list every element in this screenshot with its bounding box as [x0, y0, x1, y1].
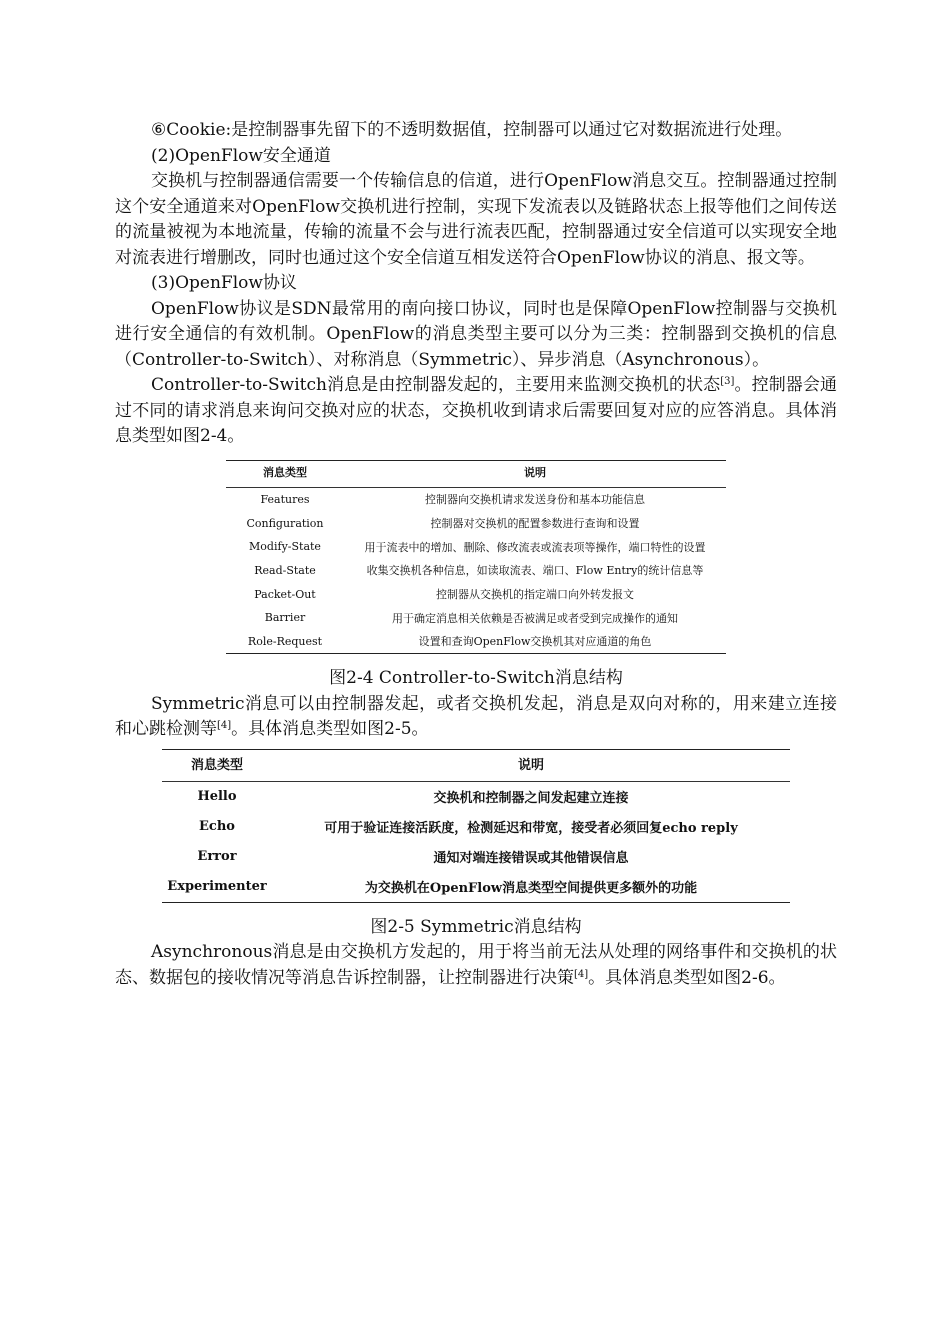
table-row [162, 781, 790, 812]
symmetric-paragraph [115, 692, 837, 743]
protocol-intro-paragraph: OpenFlow协议是SDN最常用的南向接口协议，同时也是保障OpenFlow控制器与交换机进行安全通信的有效机制。OpenFlow的消息类型主要可以分为三类：控制器到交换机的信息（Controller-to-Switch）、对称消息（Symmetric）、异步消息（Asynchronous）。 [115, 298, 837, 370]
row-description: 交换机和控制器之间发起建立连接 [433, 791, 629, 807]
header-message-type: 消息类型 [162, 749, 272, 781]
row-description: 收集交换机各种信息，如读取流表、端口、Flow Entry的统计信息等 [366, 564, 704, 578]
table-row [162, 872, 790, 903]
row-description: 用于确定消息相关依赖是否被满足或者受到完成操作的通知 [392, 611, 678, 625]
row-type: Configuration [246, 516, 324, 530]
figure-caption-2-4: 图2-4 Controller-to-Switch消息结构 [329, 668, 623, 689]
table-row [162, 842, 790, 872]
c2s-paragraph [115, 373, 837, 450]
citation-ref-4-b: [4] [574, 968, 589, 980]
table-row [226, 630, 726, 654]
row-description: 用于流表中的增加、删除、修改流表或流表项等操作，端口特性的设置 [364, 540, 706, 554]
row-type: Error [197, 849, 237, 865]
header-description: 说明 [272, 749, 790, 781]
table-header-row [226, 460, 726, 487]
table-row [226, 487, 726, 511]
row-type: Role-Request [247, 634, 323, 648]
table-row [226, 606, 726, 630]
async-text-b: 。具体消息类型如图2-6。 [588, 967, 786, 988]
table-row [226, 582, 726, 606]
async-text-a: Asynchronous消息是由交换机方发起的，用于将当前无法从处理的网络事件和交换机的状态、数据包的接收情况等消息告诉控制器，让控制器进行决策 [115, 942, 837, 988]
header-description: 说明 [344, 460, 726, 487]
figure-caption-2-5: 图2-5 Symmetric消息结构 [370, 916, 582, 937]
sym-text-b: 。具体消息类型如图2-5。 [231, 719, 429, 740]
citation-ref-3: [3] [720, 376, 735, 387]
table-row [226, 535, 726, 559]
c2s-text-a: Controller-to-Switch消息是由控制器发起的，主要用来监测交换机的状态 [151, 375, 721, 395]
document-page [115, 118, 837, 991]
row-description: 控制器从交换机的指定端口向外转发报文 [436, 588, 634, 602]
row-type: Echo [199, 819, 235, 835]
row-type: Packet-Out [254, 587, 316, 601]
table-row [226, 559, 726, 583]
row-description: 控制器向交换机请求发送身份和基本功能信息 [425, 493, 645, 507]
section-heading-secure-channel: (2)OpenFlow安全通道 [151, 145, 331, 166]
row-type: Hello [197, 789, 237, 805]
citation-ref-4: [4] [217, 720, 232, 732]
row-description: 设置和查询OpenFlow交换机其对应通道的角色 [418, 635, 652, 649]
table-symmetric [162, 749, 790, 903]
table-row [226, 511, 726, 535]
row-description: 可用于验证连接活跃度，检测延迟和带宽，接受者必须回复echo reply [324, 821, 738, 837]
row-type: Barrier [264, 611, 306, 625]
row-type: Read-State [254, 563, 316, 577]
row-description: 通知对端连接错误或其他错误信息 [433, 851, 629, 867]
row-description: 为交换机在OpenFlow消息类型空间提供更多额外的功能 [364, 881, 698, 897]
sym-text-a: Symmetric消息可以由控制器发起，或者交换机发起，消息是双向对称的，用来建立连接和心跳检测等 [115, 693, 837, 740]
row-type: Features [260, 492, 310, 506]
secure-channel-paragraph: 交换机与控制器通信需要一个传输信息的信道，进行OpenFlow消息交互。控制器通过控制这个安全通道来对OpenFlow交换机进行控制，实现下发流表以及链路状态上报等他们之间传送的流量被视为本地流量，传输的流量不会与进行流表匹配，控制器通过安全信道可以实现安全地对流表进行增删改，同时也通过这个安全信道互相发送符合OpenFlow协议的消息、报文等。 [115, 171, 837, 268]
table-header-row [162, 749, 790, 781]
table-controller-to-switch [226, 460, 726, 655]
section-heading-protocol: (3)OpenFlow协议 [151, 273, 297, 293]
c2s-text-b: 。控制器会通过不同的请求消息来询问交换对应的状态，交换机收到请求后需要回复对应的应答消息。具体消息类型如图2-4。 [115, 375, 837, 446]
cookie-paragraph: ⑥Cookie:是控制器事先留下的不透明数据值，控制器可以通过它对数据流进行处理。 [151, 120, 793, 140]
row-type: Modify-State [249, 540, 321, 554]
row-description: 控制器对交换机的配置参数进行查询和设置 [430, 517, 640, 531]
table-row [162, 812, 790, 842]
row-type: Experimenter [167, 879, 267, 895]
header-message-type: 消息类型 [226, 460, 344, 487]
asynchronous-paragraph [115, 940, 837, 991]
